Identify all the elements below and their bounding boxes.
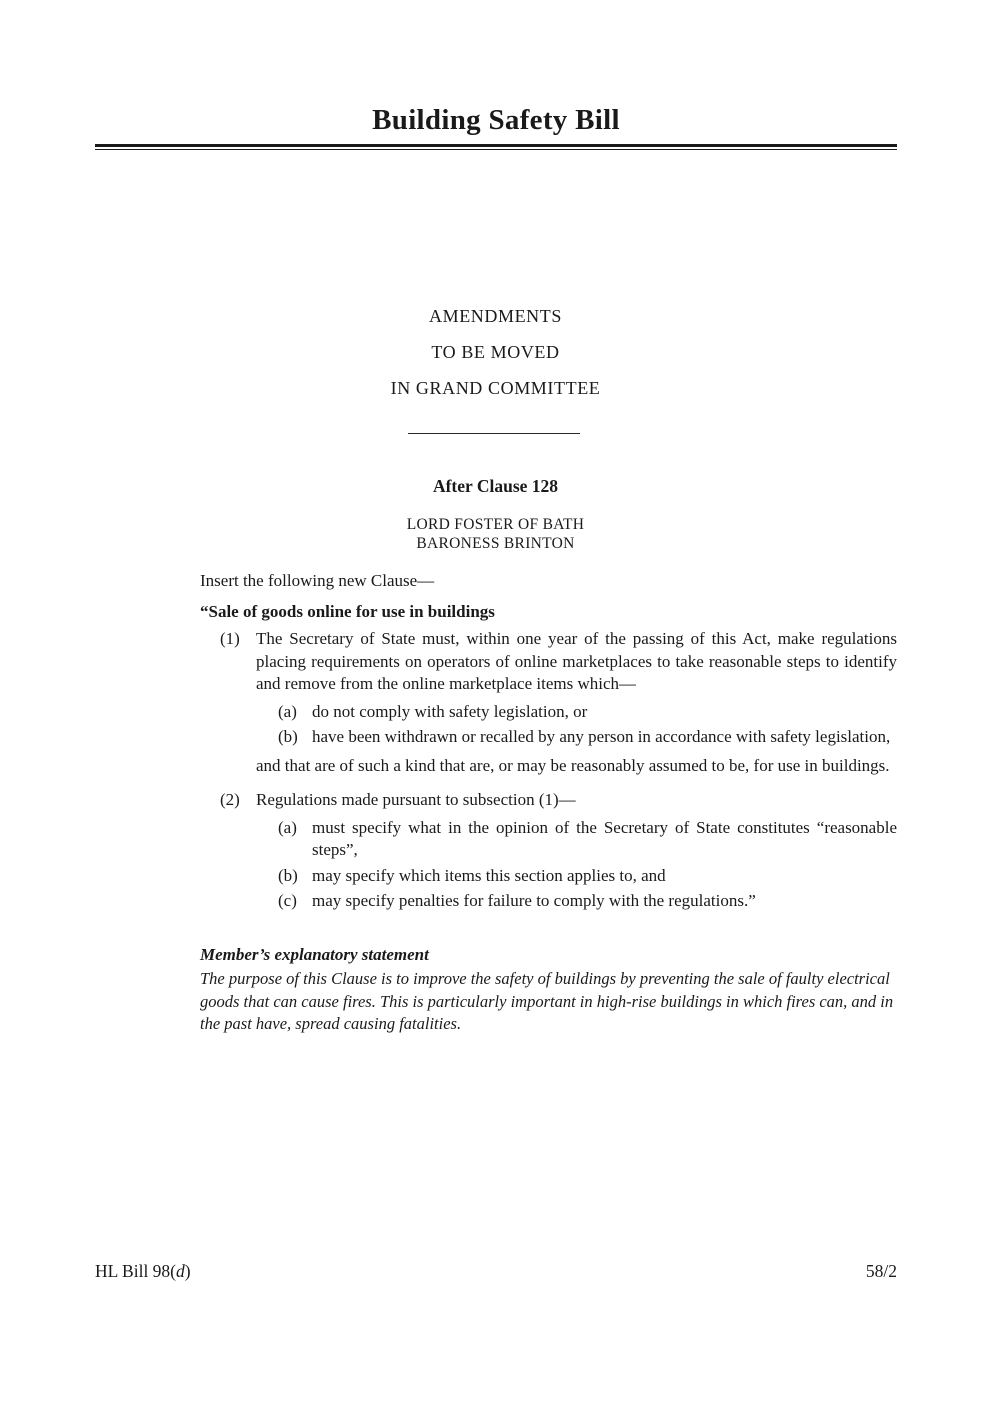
subsection-text: Regulations made pursuant to subsection (1)— (256, 790, 576, 809)
notice-line-to-be-moved: TO BE MOVED (431, 342, 560, 362)
amendment-movers (0, 515, 991, 553)
paragraph-a (278, 817, 897, 862)
paragraph-text: may specify penalties for failure to comply with the regulations.” (312, 891, 756, 910)
title-rule (95, 144, 897, 150)
mover-name: LORD FOSTER OF BATH (406, 516, 585, 533)
amendment-instruction: Insert the following new Clause— (200, 571, 435, 590)
explanatory-statement-text: The purpose of this Clause is to improve the safety of buildings by preventing the sale of faulty electrical goods that can cause fires. This is particularly important in high-rise buildings in which fires can, and in the past have, spread causing fatalities. (200, 969, 894, 1033)
paragraph-text: may specify which items this section applies to, and (312, 865, 666, 885)
amendment-body (200, 570, 897, 1036)
subsection-number: (1) (220, 629, 240, 648)
paragraph-b (278, 865, 897, 888)
subsection-content (256, 789, 897, 916)
paragraph-letter: (b) (278, 727, 298, 746)
paragraph-letter: (a) (278, 701, 297, 721)
section-separator-rule (408, 433, 580, 434)
new-clause-title: “Sale of goods online for use in buildings (200, 601, 495, 621)
bill-reference-suffix: ) (184, 1261, 191, 1281)
mover-name: BARONESS BRINTON (416, 535, 575, 552)
notice-line-amendments: AMENDMENTS (428, 306, 562, 326)
paragraph-a (278, 701, 897, 724)
bill-reference-prefix: HL Bill 98( (95, 1261, 177, 1281)
paragraph-c (278, 890, 897, 913)
bill-title-block (95, 104, 897, 150)
paragraph-letter: (b) (278, 865, 298, 885)
subsection-number: (2) (220, 790, 240, 809)
subsection-2 (220, 789, 897, 916)
subsection-continuation: and that are of such a kind that are, or may be reasonably assumed to be, for use in buildings. (256, 755, 890, 775)
notice-line-committee: IN GRAND COMMITTEE (390, 378, 601, 398)
paragraph-letter: (c) (278, 891, 297, 910)
amendments-notice (0, 306, 991, 414)
amendment-number: 58/2 (865, 1261, 897, 1281)
paragraph-text: do not comply with safety legislation, or (312, 701, 588, 721)
bill-title: Building Safety Bill (372, 104, 620, 136)
page-footer (95, 1261, 897, 1282)
after-clause-heading: After Clause 128 (432, 476, 559, 496)
paragraph-b (278, 726, 897, 749)
subsection-content (256, 628, 897, 777)
bill-reference (95, 1261, 191, 1282)
explanatory-statement-heading: Member’s explanatory statement (200, 944, 429, 964)
paragraph-text: must specify what in the opinion of the Secretary of State constitutes “reasonable steps”, (312, 817, 897, 859)
paragraph-text: have been withdrawn or recalled by any person in accordance with safety legislation, (312, 727, 891, 746)
subsection-text: The Secretary of State must, within one year of the passing of this Act, make regulations placing requirements on operators of online marketplaces to take reasonable steps to identify and remove from the online marketplace items which— (256, 629, 897, 693)
subsection-1 (220, 628, 897, 777)
bill-reference-italic: d (176, 1261, 185, 1281)
paragraph-letter: (a) (278, 817, 297, 837)
